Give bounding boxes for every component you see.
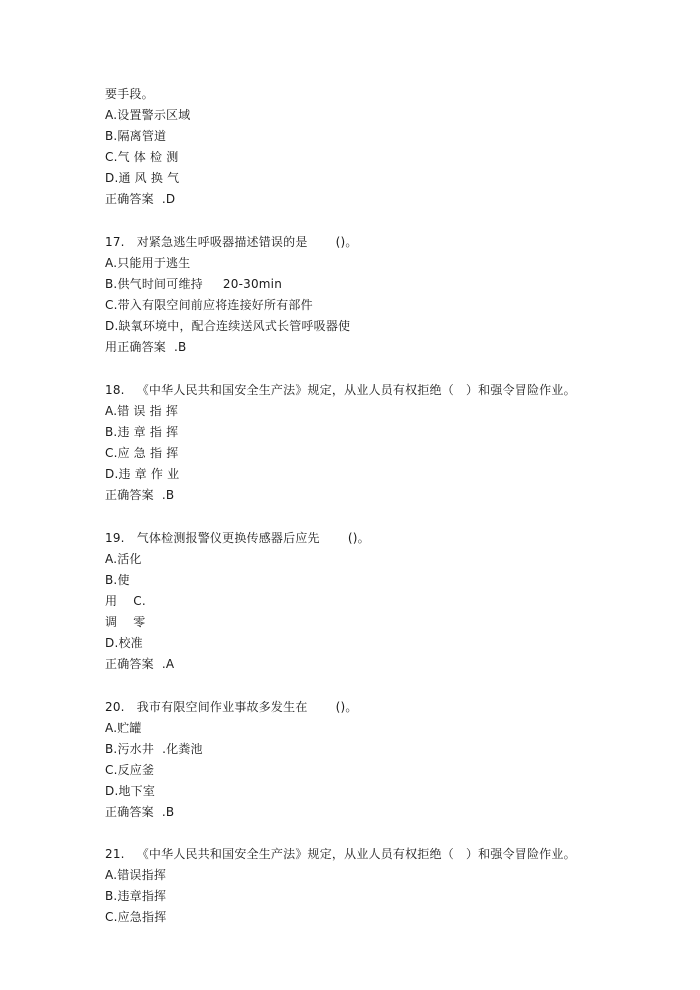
text-line: 要手段。: [105, 87, 154, 101]
option-b: B.违章指挥: [105, 889, 167, 903]
option-c: 用 C.: [105, 594, 146, 608]
option-c: C.带入有限空间前应将连接好所有部件: [105, 298, 313, 312]
option-d: D.通 风 换 气: [105, 171, 180, 185]
option-c: C.气 体 检 测: [105, 150, 179, 164]
answer: 用正确答案 .B: [105, 340, 187, 354]
option-c: C.应急指挥: [105, 910, 167, 924]
option-b: B.供气时间可维持 20-30min: [105, 277, 283, 291]
option-d: D.校准: [105, 636, 143, 650]
option-a: A.活化: [105, 552, 142, 566]
answer: 正确答案 .A: [105, 657, 175, 671]
option-a: A.只能用于逃生: [105, 256, 191, 270]
option-d: D.地下室: [105, 784, 156, 798]
option-b: B.违 章 指 挥: [105, 425, 179, 439]
option-d: D.违 章 作 业: [105, 467, 180, 481]
answer: 正确答案 .B: [105, 805, 175, 819]
question-18: 18. 《中华人民共和国安全生产法》规定，从业人员有权拒绝（ ）和强令冒险作业。: [105, 383, 576, 397]
option-c: C.反应釜: [105, 763, 155, 777]
option-c: C.应 急 指 挥: [105, 446, 179, 460]
option-b: B.污水井 .化粪池: [105, 742, 203, 756]
question-17: 17. 对紧急逃生呼吸器描述错误的是 ()。: [105, 235, 358, 249]
question-19: 19. 气体检测报警仪更换传感器后应先 ()。: [105, 531, 370, 545]
question-20: 20. 我市有限空间作业事故多发生在 ()。: [105, 700, 358, 714]
option-b: B.使: [105, 573, 130, 587]
option-a: A.贮罐: [105, 721, 142, 735]
option-b: B.隔离管道: [105, 129, 167, 143]
answer: 正确答案 .D: [105, 192, 176, 206]
option-a: A.设置警示区域: [105, 108, 191, 122]
text-line: 调 零: [105, 615, 146, 629]
option-a: A.错误指挥: [105, 868, 167, 882]
option-a: A.错 误 指 挥: [105, 404, 179, 418]
option-d: D.缺氧环境中，配合连续送风式长管呼吸器使: [105, 319, 351, 333]
question-21: 21. 《中华人民共和国安全生产法》规定，从业人员有权拒绝（ ）和强令冒险作业。: [105, 847, 576, 861]
answer: 正确答案 .B: [105, 488, 175, 502]
